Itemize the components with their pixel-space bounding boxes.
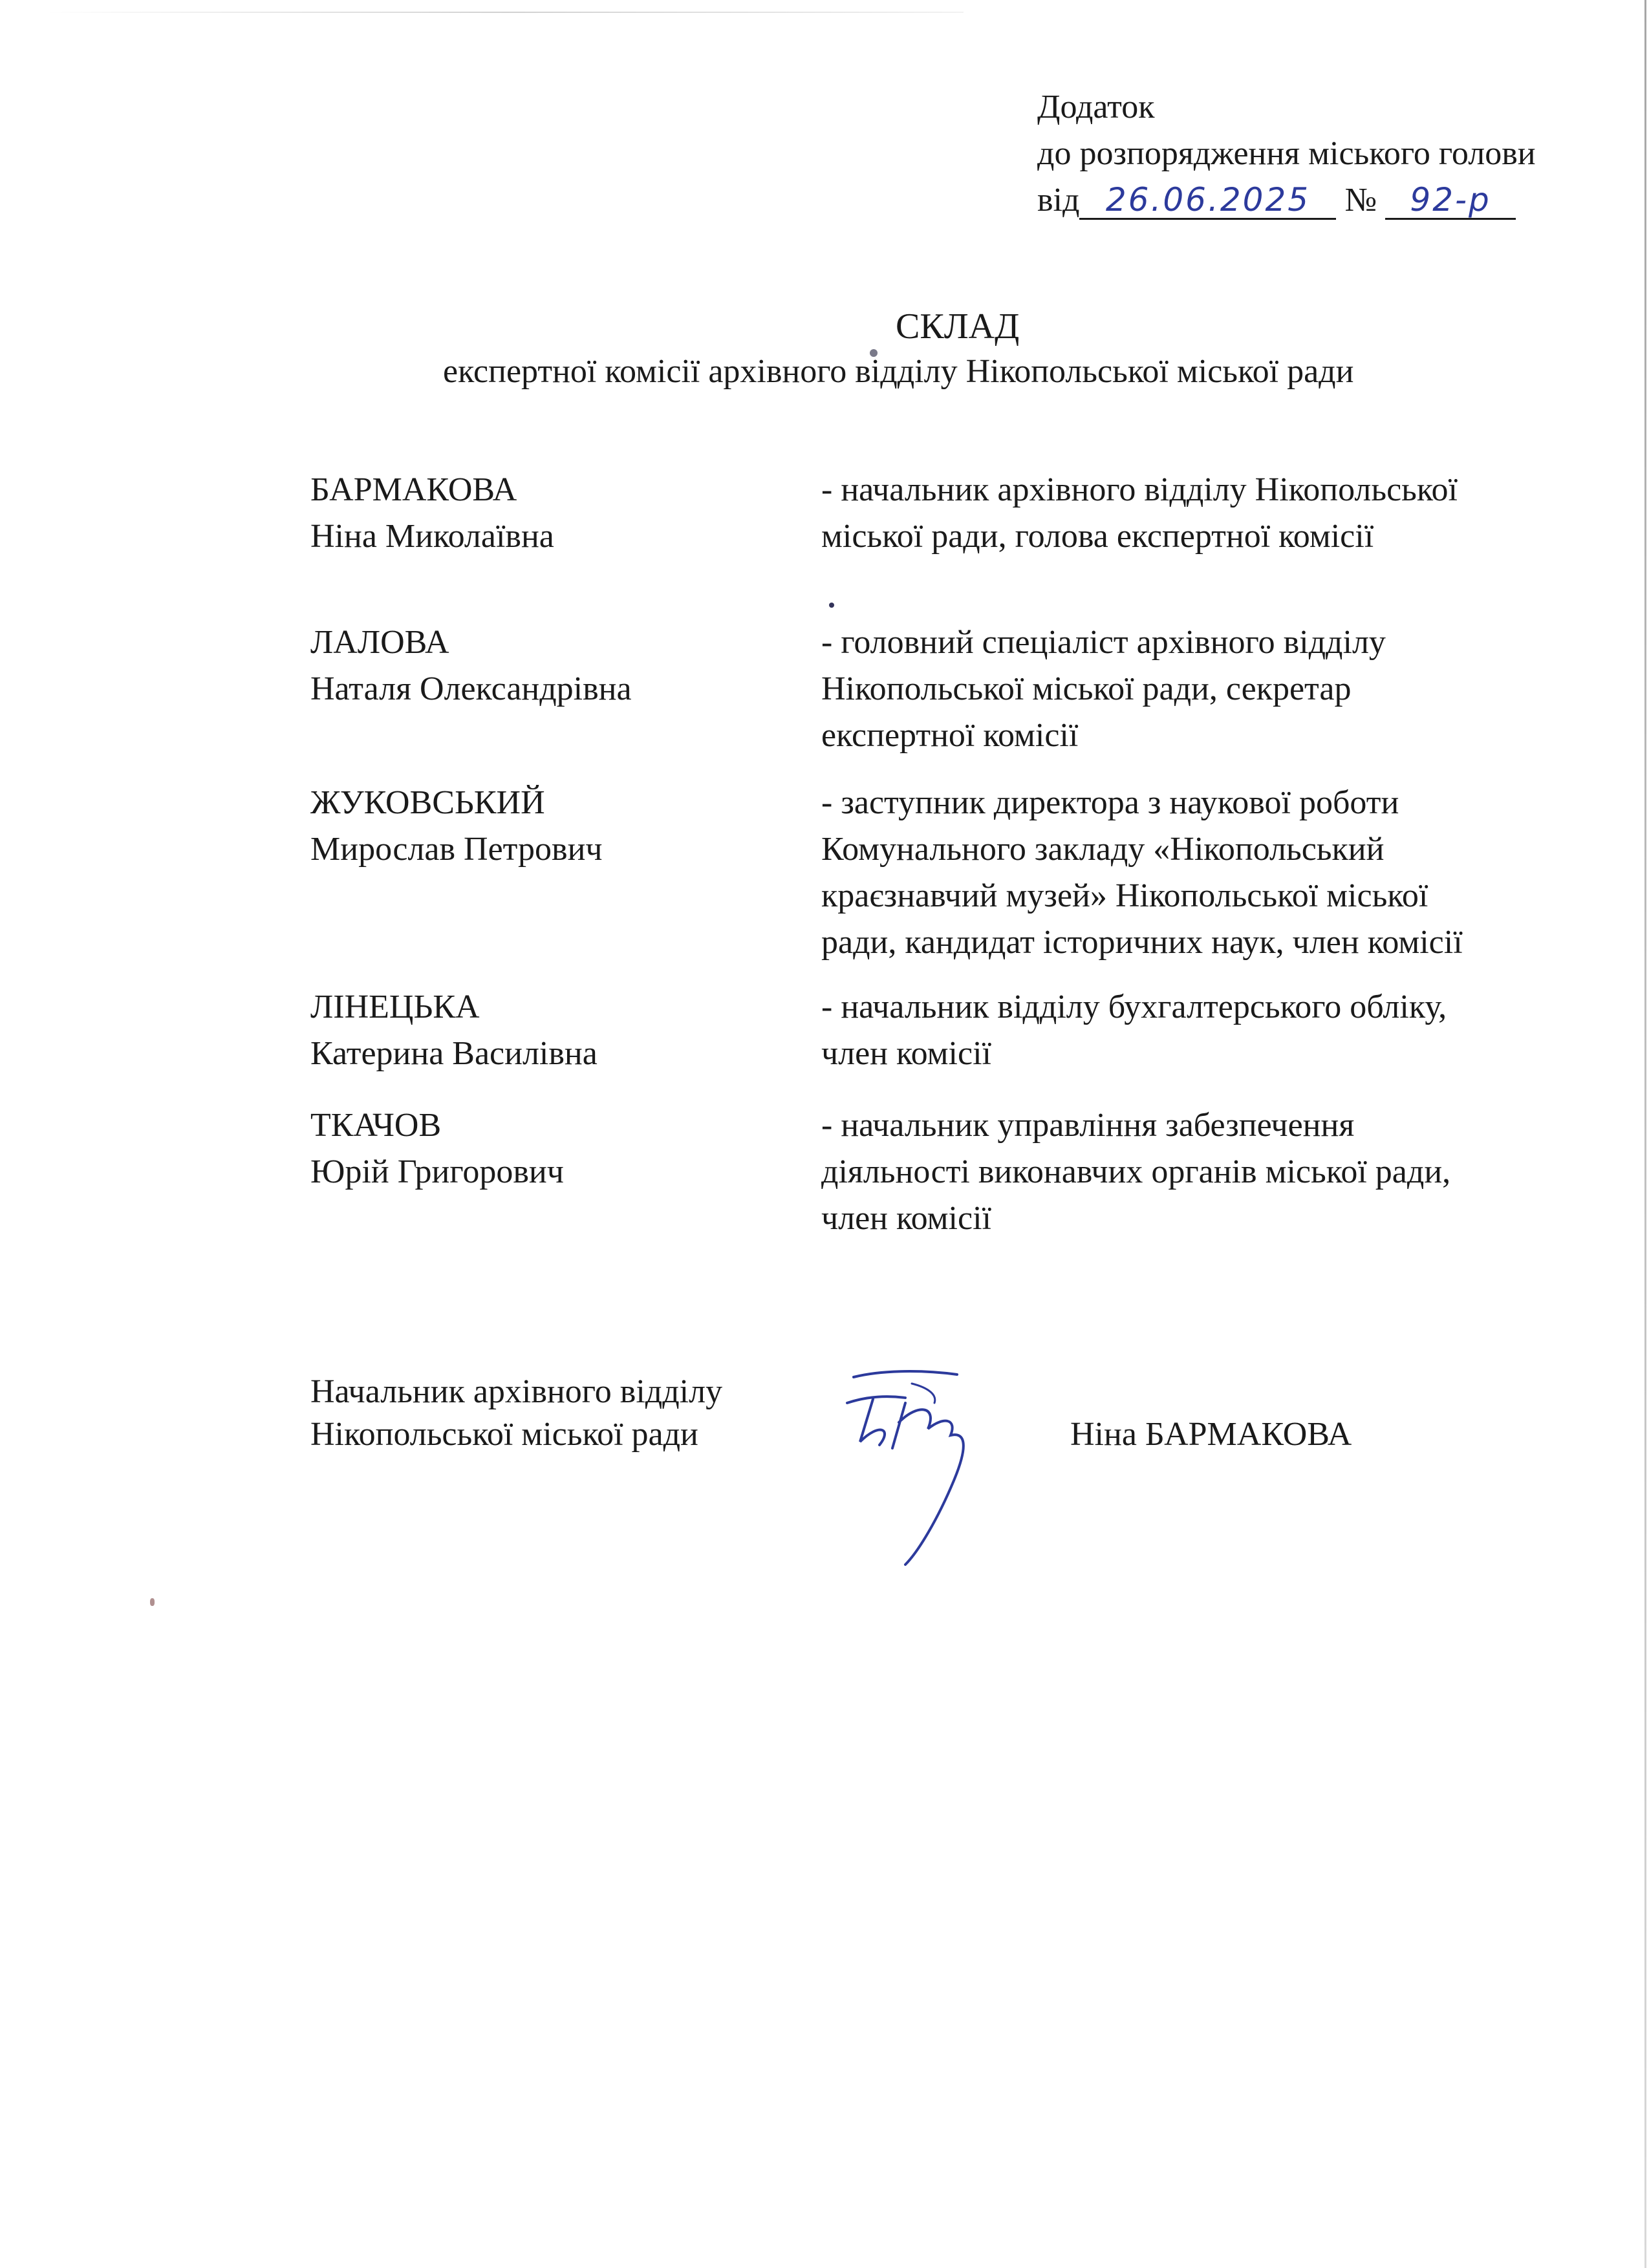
- member-surname: ЛАЛОВА: [310, 624, 449, 661]
- annex-date-number: [1037, 177, 1536, 224]
- member-surname: ЖУКОВСЬКИЙ: [310, 784, 545, 821]
- annex-header: [1037, 84, 1536, 224]
- role-line: - начальник відділу бухгалтерського обліку,: [821, 989, 1447, 1025]
- member-role: [821, 984, 1565, 1077]
- role-line: член комісії: [821, 1200, 991, 1237]
- member-role: [821, 467, 1565, 560]
- scan-edge-top: [45, 12, 964, 13]
- member-name: [310, 619, 802, 712]
- member-name: [310, 1102, 802, 1195]
- role-line: ради, кандидат історичних наук, член комісії: [821, 924, 1463, 961]
- signatory-title: [310, 1371, 722, 1456]
- member-given-name: Катерина Василівна: [310, 1035, 598, 1072]
- handwritten-number: 92-р: [1385, 182, 1516, 220]
- role-line: міської ради, голова експертної комісії: [821, 518, 1374, 555]
- annex-title: Додаток: [1037, 89, 1155, 125]
- title-subtitle: експертної комісії архівного відділу Нікопольської міської ради: [443, 353, 1354, 390]
- role-line: член комісії: [821, 1035, 991, 1072]
- member-given-name: Юрій Григорович: [310, 1153, 564, 1190]
- annex-from-label: від: [1037, 182, 1080, 219]
- member-role: [821, 1102, 1565, 1242]
- role-line: - головний спеціаліст архівного відділу: [821, 624, 1386, 661]
- member-surname: ТКАЧОВ: [310, 1107, 442, 1144]
- member-given-name: Мирослав Петрович: [310, 831, 603, 868]
- role-line: - начальник архівного відділу Нікопольської: [821, 471, 1458, 508]
- scan-speck: [150, 1598, 155, 1606]
- member-role: [821, 780, 1565, 966]
- member-name: [310, 984, 802, 1077]
- signatory-name: Ніна БАРМАКОВА: [1070, 1416, 1352, 1453]
- member-given-name: Наталя Олександрівна: [310, 670, 632, 707]
- signatory-title-line: Нікопольської міської ради: [310, 1416, 698, 1453]
- scan-speck: [829, 603, 834, 608]
- handwritten-signature: [808, 1358, 1002, 1578]
- annex-reference: до розпорядження міського голови: [1037, 135, 1536, 172]
- role-line: - начальник управління забезпечення: [821, 1107, 1355, 1144]
- signatory-title-line: Начальник архівного відділу: [310, 1373, 723, 1410]
- role-line: експертної комісії: [821, 717, 1079, 754]
- role-line: діяльності виконавчих органів міської ради,: [821, 1153, 1451, 1190]
- handwritten-date: 26.06.2025: [1079, 182, 1336, 220]
- member-surname: ЛІНЕЦЬКА: [310, 989, 480, 1025]
- role-line: - заступник директора з наукової роботи: [821, 784, 1399, 821]
- member-given-name: Ніна Миколаївна: [310, 518, 554, 555]
- role-line: краєзнавчий музей» Нікопольської міської: [821, 877, 1428, 914]
- member-name: [310, 780, 802, 873]
- scan-edge-right: [1644, 0, 1646, 2268]
- member-role: [821, 619, 1565, 759]
- member-surname: БАРМАКОВА: [310, 471, 517, 508]
- role-line: Нікопольської міської ради, секретар: [821, 670, 1352, 707]
- member-name: [310, 467, 802, 560]
- role-line: Комунального закладу «Нікопольський: [821, 831, 1385, 868]
- number-sign: №: [1344, 182, 1377, 219]
- title-main: СКЛАД: [896, 306, 1020, 347]
